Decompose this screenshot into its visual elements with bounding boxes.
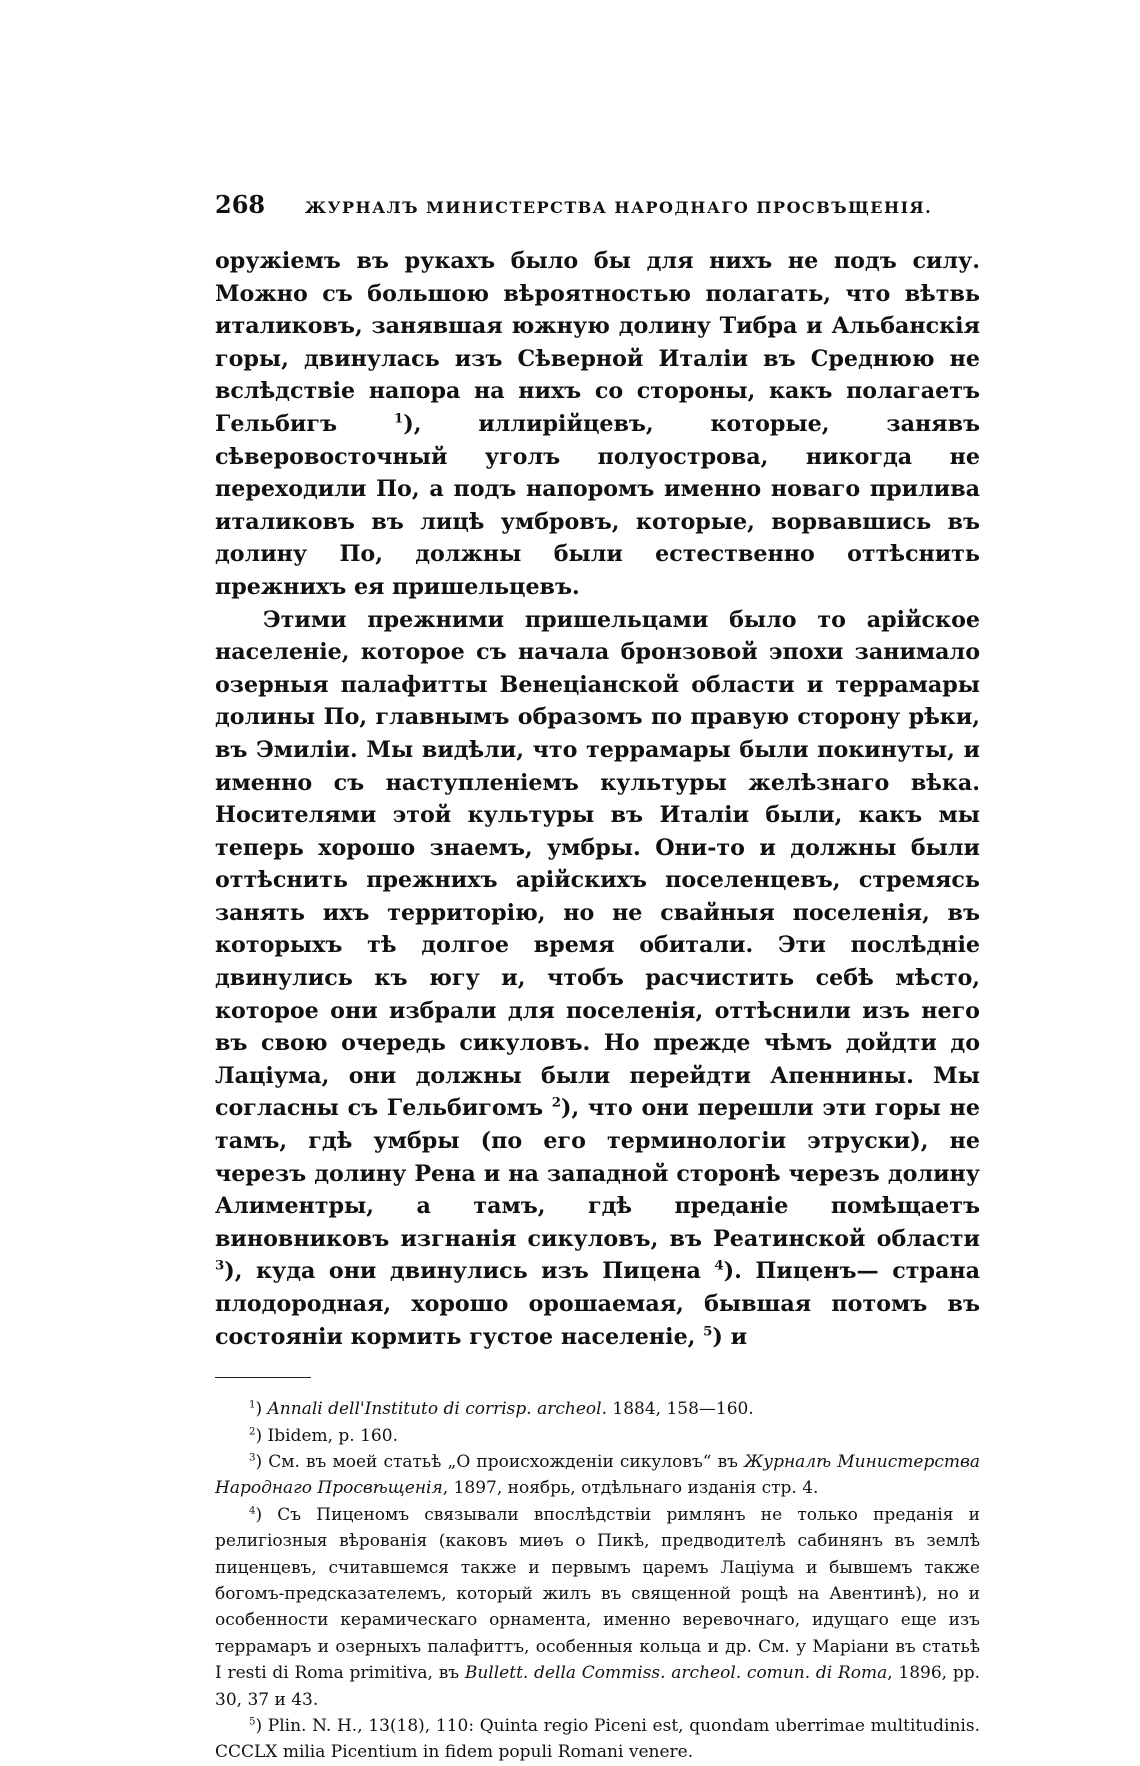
footnote-1: $^1$) Annali dell'Instituto di corrisp. archeol. 1884, 158—160. (249, 1399, 754, 1420)
page (215, 190, 980, 1766)
page-header (215, 190, 980, 219)
main-text (215, 245, 980, 1353)
paragraph-1: оружіемъ въ рукахъ было бы для нихъ не подъ силу. Можно съ большою вѣроятностью полагать, что вѣтвь италиковъ, занявшая южную долину Тибра и Альбанскія горы, двинулась изъ Сѣверной Италіи въ Среднюю не вслѣдствіе напора на нихъ со стороны, какъ полагаетъ Гельбигъ $^1$), иллирійцевъ, которые, занявъ сѣверовосточный уголъ полуострова, никогда не переходили По, а подъ напоромъ именно новаго прилива италиковъ въ лицѣ умбровъ, которые, ворвавшись въ долину По, должны были естественно оттѣснить прежнихъ ея пришельцевъ. (215, 248, 981, 600)
footnote-ref-4[interactable]: 4 (714, 1258, 724, 1275)
footnote-3: $^3$) См. въ моей статьѣ „О происхожденіи сикуловъ“ въ Журналѣ Министерства Народнаго Просвѣщенія, 1897, ноябрь, отдѣльнаго изданія стр. 4. (215, 1452, 980, 1499)
footnote-5: $^5$) Plin. N. H., 13(18), 110: Quinta regio Piceni est, quondam uberrimae multitudinis. CCCLX milia Picentium in fidem populi Romani venere. (215, 1716, 980, 1763)
footnote-divider (215, 1377, 311, 1378)
paragraph-2: Этими прежними пришельцами было то арійское населеніе, которое съ начала бронзовой эпохи занимало озерныя палафитты Венеціанской области и террамары долины По, главнымъ образомъ по правую сторону рѣки, въ Эмиліи. Мы видѣли, что террамары были покинуты, и именно съ наступленіемъ культуры желѣзнаго вѣка. Носителями этой культуры въ Италіи были, какъ мы теперь хорошо знаемъ, умбры. Они-то и должны были оттѣснить прежнихъ арійскихъ поселенцевъ, стремясь занять ихъ территорію, но не свайныя поселенія, въ которыхъ тѣ долгое время обитали. Эти послѣдніе двинулись къ югу и, чтобъ расчистить себѣ мѣсто, которое они избрали для поселенія, оттѣснили изъ него въ свою очередь сикуловъ. Но прежде чѣмъ дойдти до Лаціума, они должны были перейдти Апеннины. Мы согласны съ Гельбигомъ $^2$), что они перешли эти горы не тамъ, гдѣ умбры (по его терминологіи этруски), не черезъ долину Рена и на западной сторонѣ черезъ долину Алиментры, а тамъ, гдѣ преданіе помѣщаетъ виновниковъ изгнанія сикуловъ, въ Реатинской области $^3$), куда они двинулись изъ Пицена $^4$). Пиценъ— страна плодородная, хорошо орошаемая, бывшая потомъ въ состояніи кормить густое населеніе, $^5$) и (215, 606, 980, 1350)
footnote-ref-1[interactable]: 1 (393, 410, 404, 427)
footnote-ref-3[interactable]: 3 (215, 1258, 225, 1275)
page-number: 268 (215, 190, 266, 219)
footnote-ref-2[interactable]: 2 (551, 1095, 561, 1112)
footnotes (215, 1396, 980, 1766)
footnote-4: $^4$) Съ Пиценомъ связывали впослѣдствіи римлянъ не только преданія и религіозныя вѣрованія (каковъ миѳъ о Пикѣ, предводителѣ сабинянъ въ землѣ пиценцевъ, считавшемся также и первымъ царемъ Лаціума и бывшемъ также богомъ-предсказателемъ, который жилъ въ священной рощѣ на Авентинѣ), но и особенности керамическаго орнамента, именно веревочнаго, идущаго еще изъ террамаръ и озерныхъ палафиттъ, особенныя кольца и др. См. у Маріани въ статьѣ I resti di Roma primitiva, въ Bullett. della Commiss. archeol. comun. di Roma, 1896, pp. 30, 37 и 43. (215, 1504, 980, 1710)
footnote-ref-5[interactable]: 5 (703, 1323, 713, 1340)
footnote-2: $^2$) Ibidem, p. 160. (249, 1425, 398, 1446)
running-title: ЖУРНАЛЪ МИНИСТЕРСТВА НАРОДНАГО ПРОСВЪЩЕНІЯ. (305, 198, 933, 217)
